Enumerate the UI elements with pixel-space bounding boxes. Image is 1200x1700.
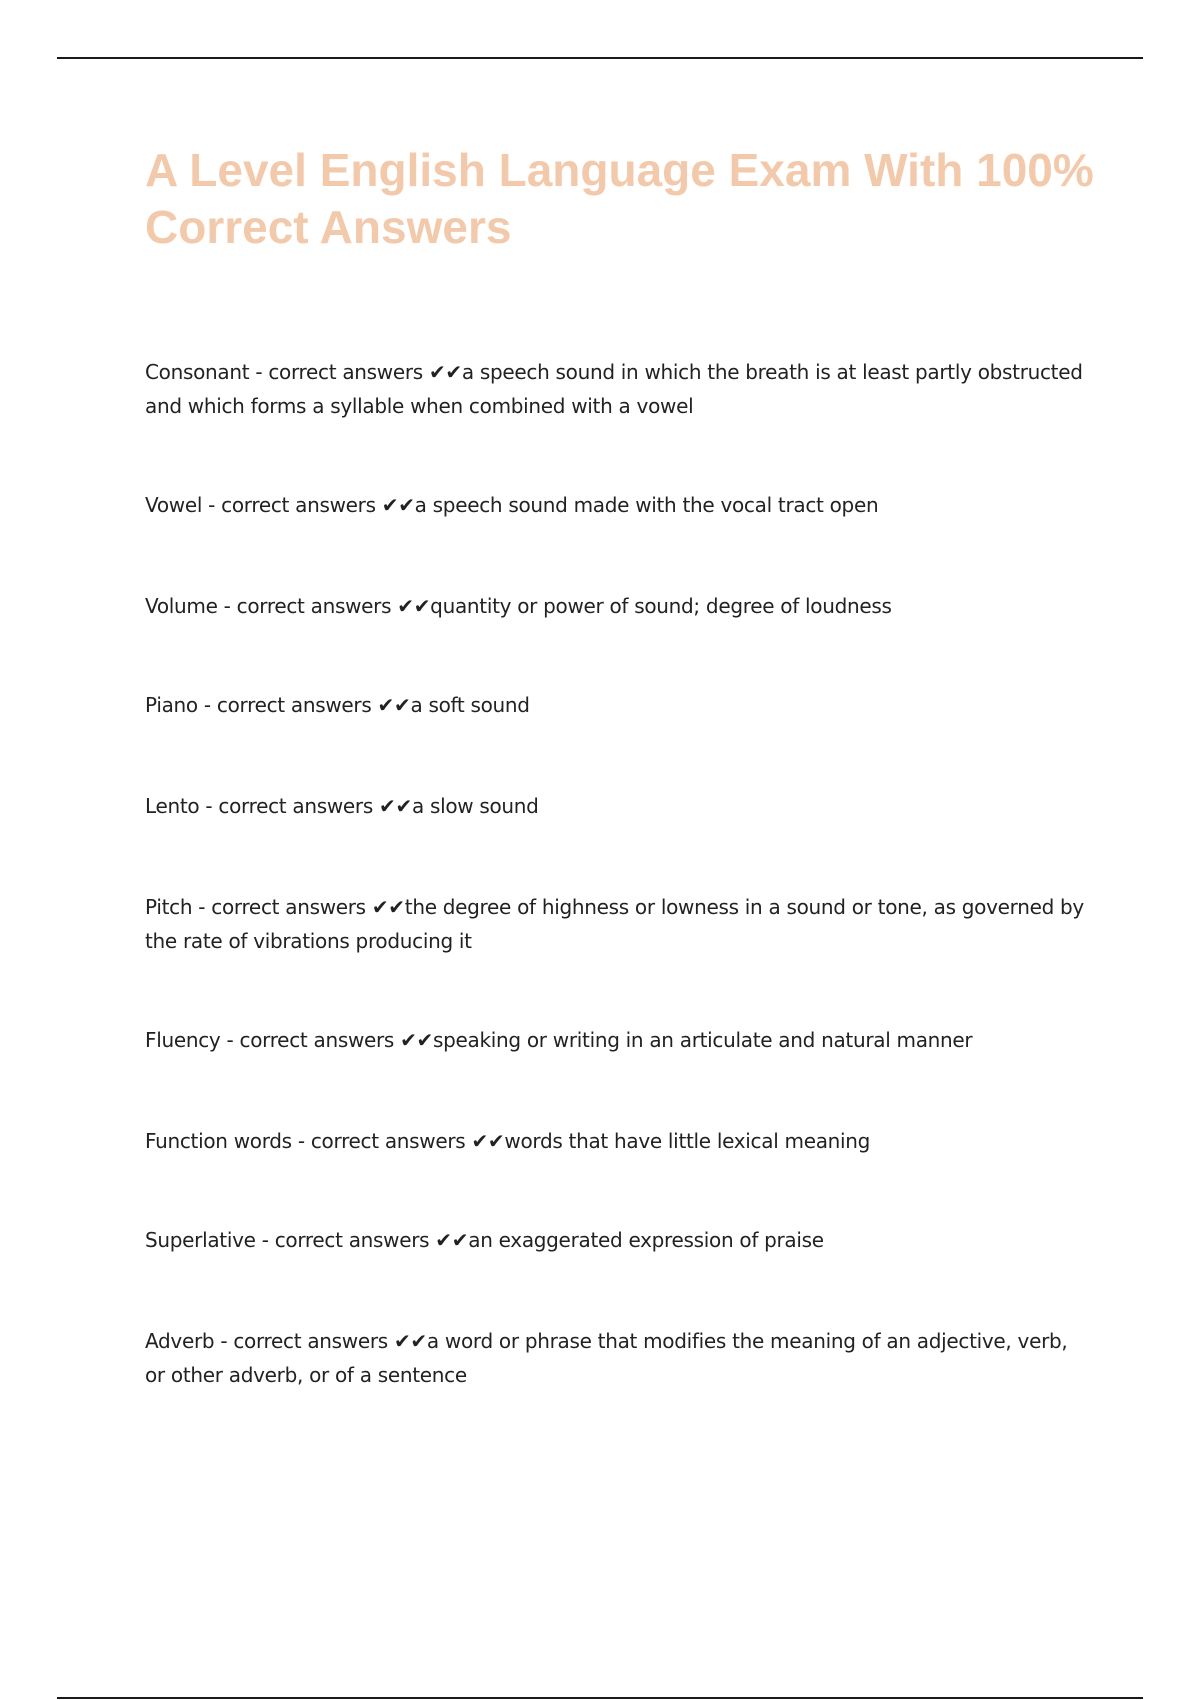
qa-item (145, 355, 1085, 423)
check-marks-icon: ✔✔ (365, 895, 405, 919)
term: Pitch (145, 895, 193, 919)
check-marks-icon: ✔✔ (387, 1329, 427, 1353)
answer-marker: correct answers (239, 1028, 395, 1052)
term: Function words (145, 1129, 292, 1153)
definition: a speech sound in which the breath is at least partly obstructed and which forms a syllable when combined with a vowel (145, 360, 1083, 418)
definition: an exaggerated expression of praise (468, 1228, 824, 1252)
separator: - (220, 1028, 240, 1052)
definition: a speech sound made with the vocal tract open (414, 493, 879, 517)
separator: - (202, 493, 222, 517)
term: Fluency (145, 1028, 221, 1052)
check-marks-icon: ✔✔ (371, 693, 411, 717)
separator: - (291, 1129, 311, 1153)
definition: the degree of highness or lowness in a sound or tone, as governed by the rate of vibrations producing it (145, 895, 1084, 953)
separator: - (249, 360, 269, 384)
answer-marker: correct answers (233, 1329, 388, 1353)
term: Consonant (145, 360, 250, 384)
answer-marker: correct answers (211, 895, 366, 919)
answer-marker: correct answers (221, 493, 376, 517)
definition: a word or phrase that modifies the meaning of an adjective, verb, or other adverb, or of a sentence (145, 1329, 1068, 1387)
answer-marker: correct answers (218, 794, 373, 818)
check-marks-icon: ✔✔ (465, 1129, 505, 1153)
check-marks-icon: ✔✔ (375, 493, 415, 517)
term: Lento (145, 794, 200, 818)
qa-item (145, 890, 1085, 958)
check-marks-icon: ✔✔ (391, 594, 431, 618)
answer-marker: correct answers (310, 1129, 466, 1153)
check-marks-icon: ✔✔ (372, 794, 412, 818)
term: Superlative (145, 1228, 256, 1252)
separator: - (214, 1329, 234, 1353)
separator: - (192, 895, 212, 919)
qa-item (145, 589, 1085, 623)
term: Adverb (145, 1329, 215, 1353)
qa-item (145, 1324, 1085, 1392)
definition: a slow sound (411, 794, 539, 818)
qa-item (145, 1023, 1085, 1057)
answer-marker: correct answers (216, 693, 372, 717)
separator: - (197, 693, 217, 717)
answer-marker: correct answers (268, 360, 423, 384)
qa-item (145, 1223, 1085, 1257)
definition: a soft sound (410, 693, 530, 717)
qa-item (145, 1124, 1085, 1158)
top-rule (57, 57, 1143, 59)
term: Volume (145, 594, 218, 618)
definition: words that have little lexical meaning (504, 1129, 871, 1153)
bottom-rule (57, 1697, 1143, 1699)
separator: - (217, 594, 237, 618)
definition: speaking or writing in an articulate and natural manner (433, 1028, 973, 1052)
check-marks-icon: ✔✔ (394, 1028, 434, 1052)
term: Piano (145, 693, 198, 717)
check-marks-icon: ✔✔ (429, 1228, 469, 1252)
document-title: A Level English Language Exam With 100% Correct Answers (145, 144, 1094, 253)
term: Vowel (145, 493, 203, 517)
qa-item (145, 789, 1085, 823)
answer-marker: correct answers (274, 1228, 430, 1252)
definition: quantity or power of sound; degree of loudness (430, 594, 892, 618)
answer-marker: correct answers (236, 594, 392, 618)
separator: - (199, 794, 219, 818)
check-marks-icon: ✔✔ (422, 360, 462, 384)
qa-item (145, 488, 1085, 522)
qa-item (145, 688, 1085, 722)
separator: - (255, 1228, 275, 1252)
